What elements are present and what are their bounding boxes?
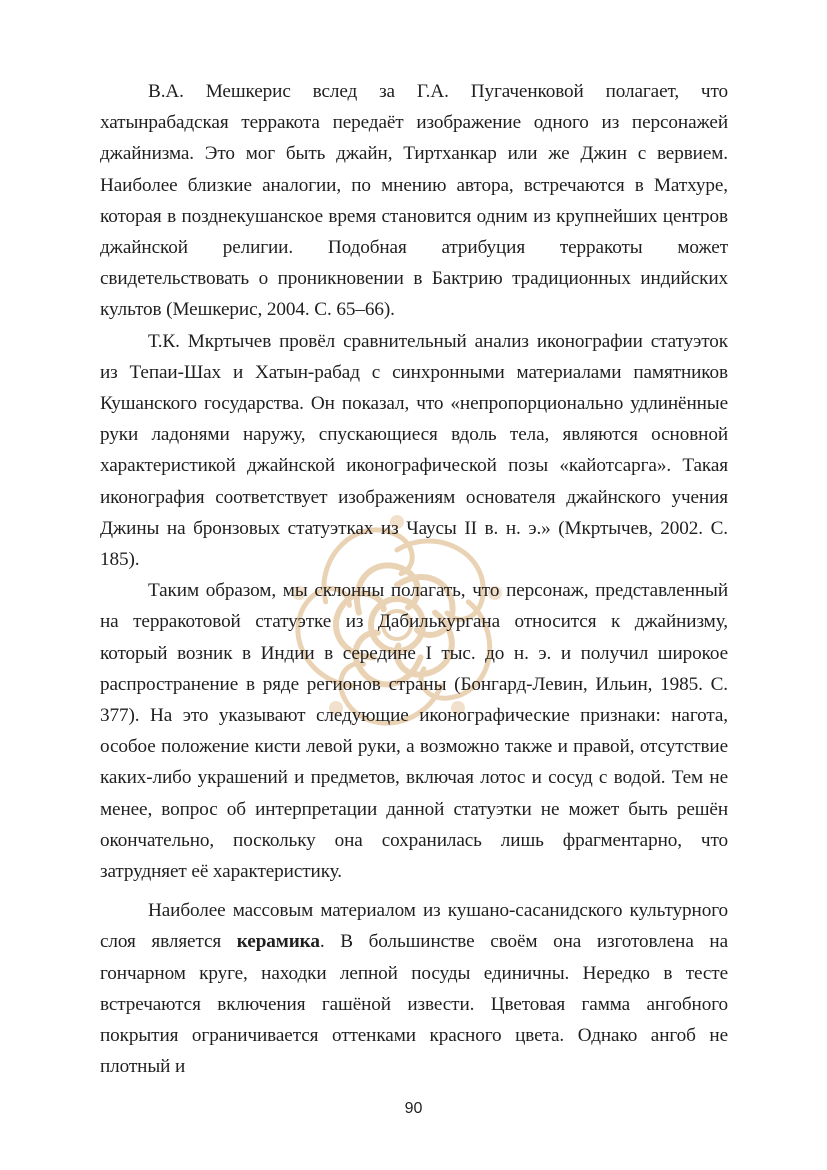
page-number: 90 xyxy=(404,1100,423,1117)
paragraph-2 xyxy=(100,326,728,576)
paragraph-4-text-start: Наиболее массовым материалом из кушано-сасанидского культурного слоя является xyxy=(100,900,728,953)
paragraph-4-text-end: . В большинстве своём она изготовлена на гончарном круге, находки лепной посуды единичны. Нередко в тесте встречаются включения гашёной извести. Цветовая гамма ангобного покрытия ограничивается оттенками красного цвета. Однако ангоб не плотный и xyxy=(100,931,728,1078)
paragraph-1-text: В.А. Мешкерис вслед за Г.А. Пугаченковой полагает, что хатынрабадская терракота передаёт изображение одного из персонажей джайнизма. Это мог быть джайн, Тиртханкар или же Джин с вервием. Наиболее близкие аналогии, по мнению автора, встречаются в Матхуре, которая в позднекушанское время становится одним из крупнейших центров джайнской религии. Подобная атрибуция терракоты может свидетельствовать о проникновении в Бактрию традиционных индийских культов (Мешкерис, 2004. С. 65–66). xyxy=(100,81,728,321)
body-text xyxy=(100,76,728,1083)
paragraph-3 xyxy=(100,575,728,887)
paragraph-3-text: Таким образом, мы склонны полагать, что персонаж, представленный на терракотовой статуэтке из Дабилькургана относится к джайнизму, который возник в Индии в середине I тыс. до н. э. и получил широкое распространение в ряде регионов страны (Бонгард-Левин, Ильин, 1985. С. 377). На это указывают следующие иконографические признаки: нагота, особое положение кисти левой руки, а возможно также и правой, отсутствие каких-либо украшений и предметов, включая лотос и сосуд с водой. Тем не менее, вопрос об интерпретации данной статуэтки не может быть решён окончательно, поскольку она сохранилась лишь фрагментарно, что затрудняет её характеристику. xyxy=(100,580,728,883)
paragraph-1 xyxy=(100,76,728,326)
paragraph-2-text: Т.К. Мкртычев провёл сравнительный анализ иконографии статуэток из Тепаи-Шах и Хатын-рабад с синхронными материалами памятников Кушанского государства. Он показал, что «непропорционально удлинённые руки ладонями наружу, спускающиеся вдоль тела, являются основной характеристикой джайнской иконографической позы «кайотсарга». Такая иконография соответствует изображениям основателя джайнского учения Джины на бронзовых статуэтках из Чаусы II в. н. э.» (Мкртычев, 2002. С. 185). xyxy=(100,330,728,571)
paragraph-4 xyxy=(100,895,728,1082)
keyword-ceramics: керамика xyxy=(236,931,320,953)
